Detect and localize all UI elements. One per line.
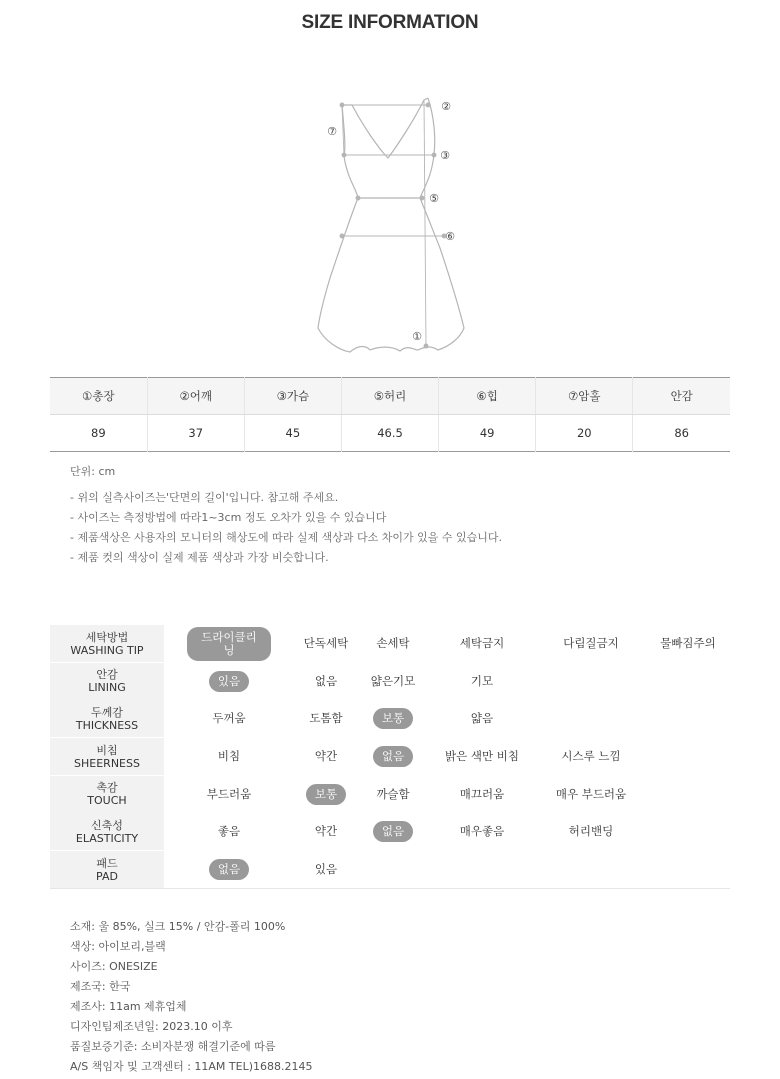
care-option-label: 보통 (373, 708, 413, 729)
care-option-label: 매우 부드러움 (555, 786, 627, 801)
care-option-selected (358, 738, 428, 775)
care-option (434, 776, 530, 813)
care-option (286, 663, 366, 700)
care-option (541, 776, 641, 813)
care-label-ko: 신축성 (91, 818, 123, 832)
care-option-label: 까슬함 (376, 786, 410, 801)
care-option-label: 허리밴딩 (568, 824, 614, 839)
care-option (541, 738, 641, 775)
marker-7: ⑦ (327, 125, 337, 138)
note-item: - 사이즈는 측정방법에 따라1~3cm 정도 오차가 있을 수 있습니다 (70, 511, 387, 524)
care-option-label: 손세탁 (376, 636, 410, 650)
care-option-label: 시스루 느낌 (561, 749, 621, 764)
info-material: 소재: 울 85%, 실크 15% / 안감-폴리 100% (70, 920, 286, 933)
care-option (286, 700, 366, 737)
care-option (286, 738, 366, 775)
care-option (434, 663, 530, 700)
care-option (434, 813, 530, 850)
care-label-ko: 비침 (96, 743, 118, 757)
care-label-ko: 두께감 (91, 705, 123, 719)
care-row-label (50, 663, 164, 700)
care-option-selected (358, 813, 428, 850)
care-row-label (50, 851, 164, 888)
size-header-cell: ③가슴 (244, 378, 341, 415)
care-option (434, 700, 530, 737)
care-option (183, 738, 275, 775)
care-option-label: 밝은 색만 비침 (445, 749, 519, 764)
care-option-label: 물빠짐주의 (660, 636, 716, 650)
care-option-label: 비침 (217, 749, 241, 764)
care-label-en: SHEERNESS (74, 756, 140, 770)
care-option-label: 세탁금지 (459, 636, 505, 650)
size-value-cell: 37 (147, 415, 244, 452)
care-label-ko: 안감 (96, 668, 118, 682)
care-option (434, 625, 530, 662)
page-title: SIZE INFORMATION (301, 12, 479, 33)
care-option-label: 두꺼움 (212, 711, 246, 726)
marker-6: ⑥ (445, 230, 455, 243)
care-option-label: 보통 (306, 784, 346, 805)
care-option (183, 813, 275, 850)
size-table-header (50, 378, 730, 415)
care-row (50, 776, 730, 814)
care-option-selected (183, 663, 275, 700)
care-label-en: LINING (88, 681, 126, 695)
care-option-label: 없음 (209, 859, 249, 880)
care-option-label: 매우좋음 (459, 824, 505, 839)
marker-2: ② (441, 100, 451, 113)
care-row-label (50, 625, 164, 662)
info-as-center: A/S 책임자 및 고객센터 : 11AM TEL)1688.2145 (70, 1060, 313, 1073)
note-item: - 제품색상은 사용자의 모니터의 해상도에 따라 실제 색상과 다소 차이가 있을 수 있습니다. (70, 531, 502, 544)
care-row-label (50, 738, 164, 775)
care-option-label: 단독세탁 (303, 636, 349, 650)
marker-5: ⑤ (429, 192, 439, 205)
care-row (50, 738, 730, 776)
care-label-en: TOUCH (87, 794, 127, 808)
care-option-selected (286, 776, 366, 813)
care-option-selected (183, 625, 275, 662)
info-date: 디자인팀제조년일: 2023.10 이후 (70, 1020, 233, 1033)
care-label-en: THICKNESS (75, 718, 139, 732)
care-label-ko: 촉감 (96, 781, 118, 795)
care-label-en: WASHING TIP (70, 643, 144, 657)
care-option-label: 드라이클리닝 (187, 627, 271, 661)
info-manufacturer: 제조사: 11am 제휴업체 (70, 1000, 187, 1013)
care-option-label: 매끄러움 (459, 786, 505, 801)
care-row-label (50, 813, 164, 850)
size-header-cell: ⑦암홀 (536, 378, 633, 415)
care-row (50, 625, 730, 663)
care-option-label: 부드러움 (206, 786, 252, 801)
info-color: 색상: 아이보리,블랙 (70, 940, 166, 953)
note-item: - 제품 컷의 색상이 실제 제품 색상과 가장 비슷합니다. (70, 551, 329, 564)
size-value-cell: 45 (244, 415, 341, 452)
care-option-label: 있음 (209, 671, 249, 692)
care-row (50, 663, 730, 701)
care-option (434, 738, 530, 775)
marker-1: ① (412, 330, 422, 343)
marker-3: ③ (440, 149, 450, 162)
care-option-label: 다림질금지 (563, 636, 619, 650)
care-option (183, 700, 275, 737)
info-country: 제조국: 한국 (70, 980, 131, 993)
size-header-cell: ②어깨 (147, 378, 244, 415)
size-table (50, 377, 730, 452)
size-header-cell: ①총장 (50, 378, 147, 415)
care-option (358, 776, 428, 813)
care-option-label: 없음 (373, 746, 413, 767)
care-option-label: 얇은기모 (370, 673, 416, 688)
size-table-values (50, 415, 730, 452)
care-row (50, 700, 730, 738)
unit-label: 단위: cm (70, 465, 116, 478)
care-label-ko: 패드 (96, 856, 118, 870)
care-row-label (50, 776, 164, 813)
note-item: - 위의 실측사이즈는'단면의 길이'입니다. 참고해 주세요. (70, 491, 339, 504)
care-table (50, 625, 730, 889)
size-header-cell: 안감 (633, 378, 730, 415)
size-value-cell: 89 (50, 415, 147, 452)
care-option-label: 없음 (314, 673, 338, 688)
info-warranty: 품질보증기준: 소비자분쟁 해결기준에 따름 (70, 1040, 276, 1053)
care-option (183, 776, 275, 813)
care-option-label: 약간 (314, 824, 338, 839)
care-option (541, 813, 641, 850)
care-option-label: 없음 (373, 821, 413, 842)
care-option (358, 625, 428, 662)
care-row-label (50, 700, 164, 737)
care-option-label: 기모 (470, 673, 494, 688)
care-option (286, 625, 366, 662)
care-option (286, 813, 366, 850)
care-label-ko: 세탁방법 (85, 630, 129, 644)
care-option-selected (358, 700, 428, 737)
care-option (640, 625, 736, 662)
care-option (358, 663, 428, 700)
care-option (541, 625, 641, 662)
size-notes (70, 490, 502, 570)
product-info (70, 919, 313, 1079)
size-value-cell: 49 (439, 415, 536, 452)
size-value-cell: 20 (536, 415, 633, 452)
care-label-en: ELASTICITY (75, 831, 139, 845)
care-option-label: 약간 (314, 749, 338, 764)
care-row (50, 851, 730, 889)
care-option-label: 도톰함 (309, 711, 343, 726)
care-label-en: PAD (96, 869, 118, 883)
care-option-label: 있음 (314, 862, 338, 877)
care-option (286, 851, 366, 888)
care-row (50, 813, 730, 851)
size-header-cell: ⑤허리 (341, 378, 438, 415)
size-value-cell: 86 (633, 415, 730, 452)
care-option-label: 얇음 (470, 711, 494, 726)
dress-diagram (300, 88, 480, 360)
care-table-divider (50, 888, 730, 889)
size-value-cell: 46.5 (341, 415, 438, 452)
care-option-label: 좋음 (217, 824, 241, 839)
size-header-cell: ⑥힙 (439, 378, 536, 415)
care-option-selected (183, 851, 275, 888)
info-size: 사이즈: ONESIZE (70, 960, 158, 973)
